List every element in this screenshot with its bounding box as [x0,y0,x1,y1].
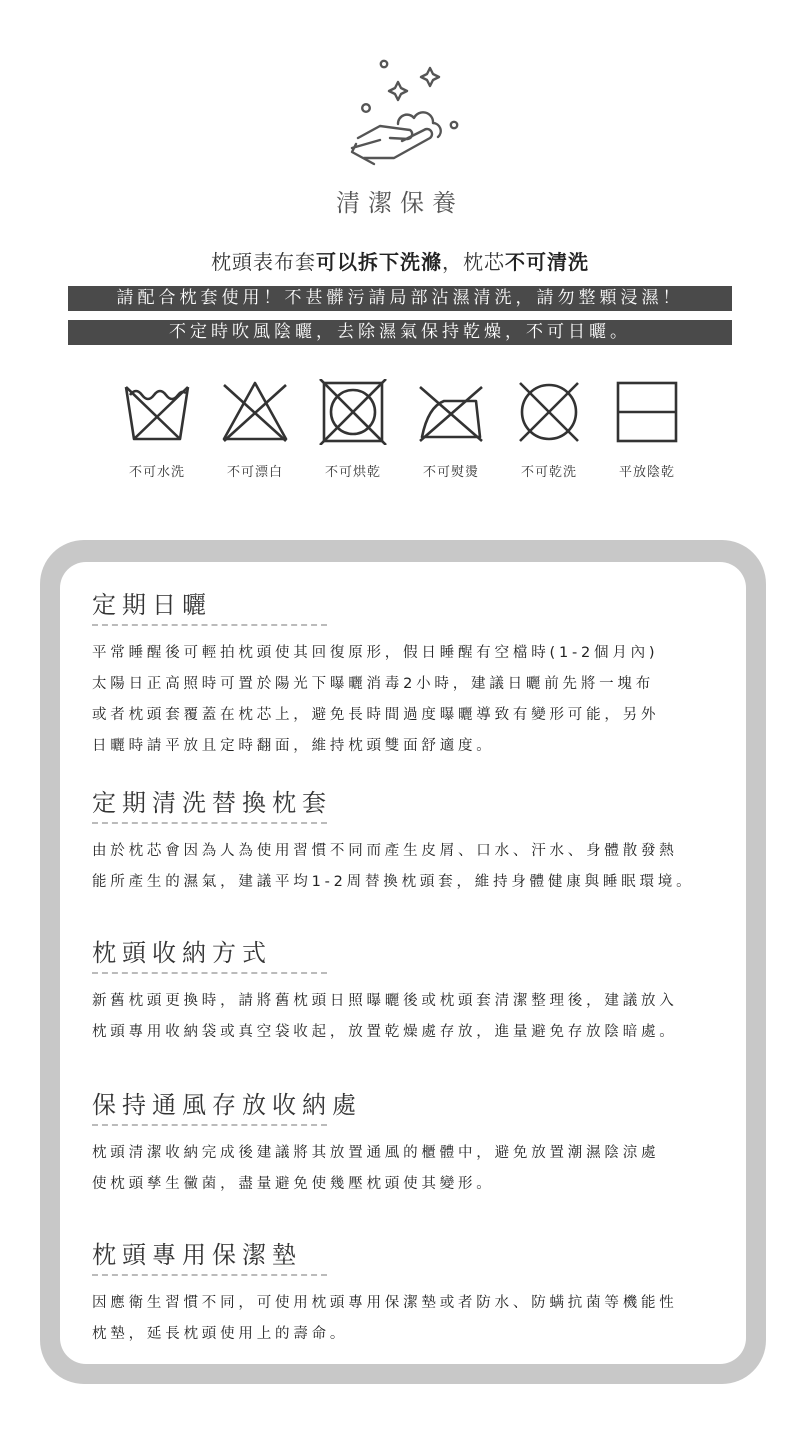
body-line: 枕頭專用收納袋或真空袋收起，放置乾燥處存放，進量避免存放陰暗處。 [92,1024,678,1040]
body-line: 新舊枕頭更換時，請將舊枕頭日照曝曬後或枕頭套清潔整理後，建議放入 [92,993,678,1009]
no-bleach-icon [220,379,290,445]
care-tips-panel [40,540,766,1384]
body-line: 平常睡醒後可輕拍枕頭使其回復原形，假日睡醒有空檔時(1-2個月內) [92,645,659,661]
hand-washing-logo-icon [340,52,465,172]
page-title: 清潔保養 [336,189,464,217]
section-storage-method [92,936,752,1048]
section-replace-pillowcase [92,786,752,898]
care-item-no-iron [406,376,496,486]
section-ventilated-storage [92,1088,752,1200]
body-line: 使枕頭孳生黴菌，盡量避免使幾壓枕頭使其變形。 [92,1176,495,1192]
care-item-no-tumble-dry [308,376,398,486]
care-label: 不可熨燙 [422,465,479,480]
body-line: 能所產生的濕氣，建議平均1-2周替換枕頭套，維持身體健康與睡眠環境。 [92,874,695,890]
section-divider [92,1274,327,1276]
headline-washable: 可以拆下洗滌 [316,250,442,274]
body-line: 因應衛生習慣不同，可使用枕頭專用保潔墊或者防水、防螨抗菌等機能性 [92,1295,678,1311]
no-tumble-dry-icon [318,379,388,445]
care-label: 平放陰乾 [618,465,675,480]
body-line: 枕頭清潔收納完成後建議將其放置通風的櫃體中，避免放置潮濕陰涼處 [92,1145,660,1161]
section-body [92,1138,752,1200]
body-line: 日曬時請平放且定時翻面，維持枕頭雙面舒適度。 [92,738,495,754]
no-water-wash-icon [122,379,192,445]
headline-prefix: 枕頭表布套 [211,250,316,274]
body-line: 由於枕芯會因為人為使用習慣不同而產生皮屑、口水、汗水、身體散發熱 [92,843,678,859]
section-title: 定期日曬 [92,591,212,619]
flat-dry-shade-icon [612,379,682,445]
care-label: 不可水洗 [128,465,185,480]
body-line: 或者枕頭套覆蓋在枕芯上，避免長時間過度曝曬導致有變形可能，另外 [92,707,660,723]
headline-middle: ，枕芯 [442,250,505,274]
notice-bar-drying: 不定時吹風陰曬，去除濕氣保持乾燥，不可日曬。 [68,320,732,345]
care-label: 不可漂白 [226,465,283,480]
section-body [92,638,752,762]
section-divider [92,624,327,626]
body-line: 枕墊，延長枕頭使用上的壽命。 [92,1326,349,1342]
section-divider [92,822,327,824]
washing-headline [0,246,800,275]
section-body [92,986,752,1048]
no-dry-clean-icon [514,379,584,445]
section-divider [92,1124,327,1126]
section-body [92,836,752,898]
care-item-no-water-wash [112,376,202,486]
care-symbols-row [112,376,692,486]
section-title: 枕頭收納方式 [92,939,272,967]
care-tips-card [60,562,746,1364]
care-label: 不可烘乾 [324,465,381,480]
section-divider [92,972,327,974]
body-line: 太陽日正高照時可置於陽光下曝曬消毒2小時，建議日曬前先將一塊布 [92,676,655,692]
care-item-flat-dry-shade [602,376,692,486]
notice-bar-washing: 請配合枕套使用！不甚髒污請局部沾濕清洗，請勿整顆浸濕！ [68,286,732,311]
section-title: 枕頭專用保潔墊 [92,1241,302,1269]
section-body [92,1288,752,1350]
headline-not-washable: 不可清洗 [505,250,589,274]
section-title: 定期清洗替換枕套 [92,789,332,817]
section-title: 保持通風存放收納處 [92,1091,362,1119]
no-iron-icon [416,379,486,445]
care-item-no-dry-clean [504,376,594,486]
section-sun-drying [92,588,752,762]
section-pillow-protector [92,1238,752,1350]
care-item-no-bleach [210,376,300,486]
care-label: 不可乾洗 [520,465,577,480]
